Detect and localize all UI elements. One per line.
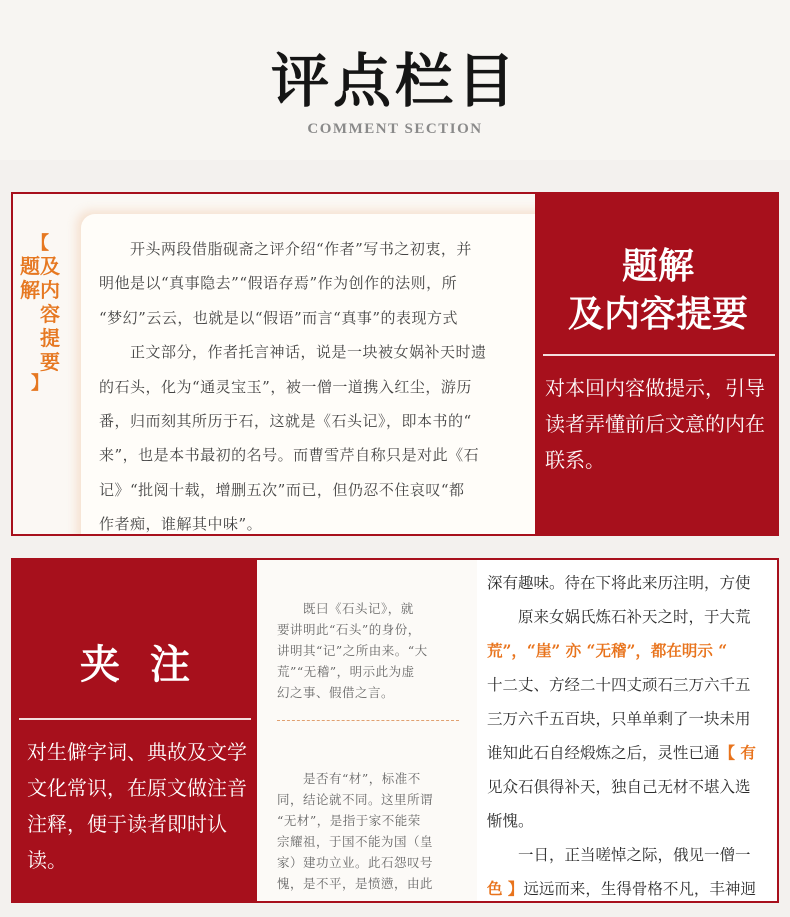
paragraph-line: 明他是以“真事隐去”“假语存焉”作为创作的法则，所 (99, 274, 458, 293)
note-line: “无材”，是指于家不能荣 (277, 813, 421, 828)
annotation-section (11, 558, 779, 903)
main-text-segment: 一日，正当嗟悼之际，俄见一僧一 (487, 846, 751, 864)
margin-note-2 (277, 768, 467, 894)
main-text-segment: 见众石俱得补天，独自己无材不堪入选 (487, 778, 751, 796)
summary-panel-title-line1: 题解 (621, 246, 694, 287)
bracket-bottom: 】 (31, 373, 49, 394)
summary-section (11, 192, 779, 536)
summary-panel-title-line2: 及内容提要 (567, 294, 748, 335)
page-title: 评点栏目 (270, 47, 519, 115)
annotation-panel (13, 560, 257, 903)
annotation-marker: 色 】 (487, 879, 524, 898)
vertical-label-col1 (20, 254, 40, 374)
col2-char: 要 (40, 350, 60, 374)
note-line: 要讲明此“石头”的身份， (277, 622, 421, 637)
note-line: 家）建功立业。此石怨叹号 (277, 855, 434, 870)
page-subtitle: COMMENT SECTION (307, 121, 483, 137)
paragraph-line: 的石头，化为“通灵宝玉”，被一僧一道携入红尘，游历 (99, 377, 472, 396)
note-line: 是否有“材”，标准不 (277, 771, 421, 786)
main-text-segment: 远远而来，生得骨格不凡，丰神迥 (523, 880, 756, 898)
main-text-segment: 谁知此石自经煅炼之后，灵性已通 (487, 744, 720, 762)
main-text-line (487, 634, 779, 668)
notes-divider (277, 720, 459, 721)
main-text-segment: 三万六千五百块，只单单剩了一块未用 (487, 710, 751, 728)
col2-char: 内 (40, 278, 60, 302)
page-header (0, 0, 790, 160)
main-text-line (487, 770, 779, 804)
annotation-marker: 【 有 (719, 743, 756, 762)
annotation-panel-divider (19, 718, 251, 720)
main-text-line (487, 736, 779, 770)
bracket-top: 【 (31, 233, 49, 254)
summary-card (81, 214, 551, 536)
vertical-label-col2 (40, 254, 60, 374)
annotation-panel-title: 夹注 (80, 642, 220, 688)
main-text-line (487, 566, 779, 600)
summary-panel-divider (543, 354, 775, 356)
col2-char: 及 (40, 254, 60, 278)
paragraph-line: 作者痴，谁解其中味”。 (99, 515, 263, 534)
main-text-line (487, 872, 779, 903)
paragraph-line: 记》“批阅十载，增删五次”而已，但仍忍不住哀叹“都 (99, 480, 465, 499)
main-text-segment: 十二丈、方经二十四丈顽石三万六千五 (487, 676, 751, 694)
col1-char: 题 (20, 254, 40, 278)
summary-paragraph (99, 232, 551, 536)
paragraph-line: 番，归而刻其所历于石，这就是《石头记》，即本书的“ (99, 412, 472, 431)
main-text-line (487, 804, 779, 838)
vertical-label (20, 233, 60, 434)
note-line: 讲明其“记”之所由来。“大 (277, 643, 428, 658)
note-line: 幻之事、假借之言。 (277, 685, 395, 700)
note-line: 荒”“无稽”，明示此为虚 (277, 664, 415, 679)
main-text-line (487, 668, 779, 702)
annotation-panel-description: 对生僻字词、典故及文学文化常识，在原文做注音注释，便于读者即时认读。 (27, 740, 247, 872)
note-line: 宗耀祖，于国不能为国（皇 (277, 834, 434, 849)
vertical-label-columns (20, 254, 60, 374)
paragraph-line: “梦幻”云云，也就是以“假语”而言“真事”的表现方式 (99, 308, 459, 327)
annotation-marker: 荒”，“崖” 亦 “无稽”，都在明示 “ (487, 641, 728, 660)
note-line: 既曰《石头记》，就 (277, 601, 414, 616)
main-text-segment: 惭愧。 (487, 812, 534, 830)
paragraph-line: 开头两段借脂砚斋之评介绍“作者”写书之初衷，并 (99, 240, 472, 258)
main-text-segment: 深有趣味。待在下将此来历注明，方使 (487, 574, 751, 592)
col2-char: 容 (40, 302, 60, 326)
main-text (487, 566, 779, 903)
col2-char: 提 (40, 326, 60, 350)
main-text-line (487, 702, 779, 736)
note-line: 同，结论就不同。这里所谓 (277, 792, 434, 807)
summary-panel-description: 对本回内容做提示，引导读者弄懂前后文意的内在联系。 (545, 376, 765, 472)
paragraph-line: 正文部分，作者托言神话，说是一块被女娲补天时遗 (99, 343, 487, 362)
margin-notes (257, 560, 477, 903)
main-text-segment: 原来女娲氏炼石补天之时，于大荒 (487, 608, 751, 626)
paragraph-line: 来”，也是本书最初的名号。而曹雪芹自称只是对此《石 (99, 446, 480, 465)
note-line: 愧，是不平，是愤懑，由此 (277, 876, 434, 891)
margin-note-1 (277, 598, 467, 703)
col1-char: 解 (20, 278, 40, 302)
main-text-line (487, 838, 779, 872)
main-text-line (487, 600, 779, 634)
summary-panel (535, 194, 779, 534)
